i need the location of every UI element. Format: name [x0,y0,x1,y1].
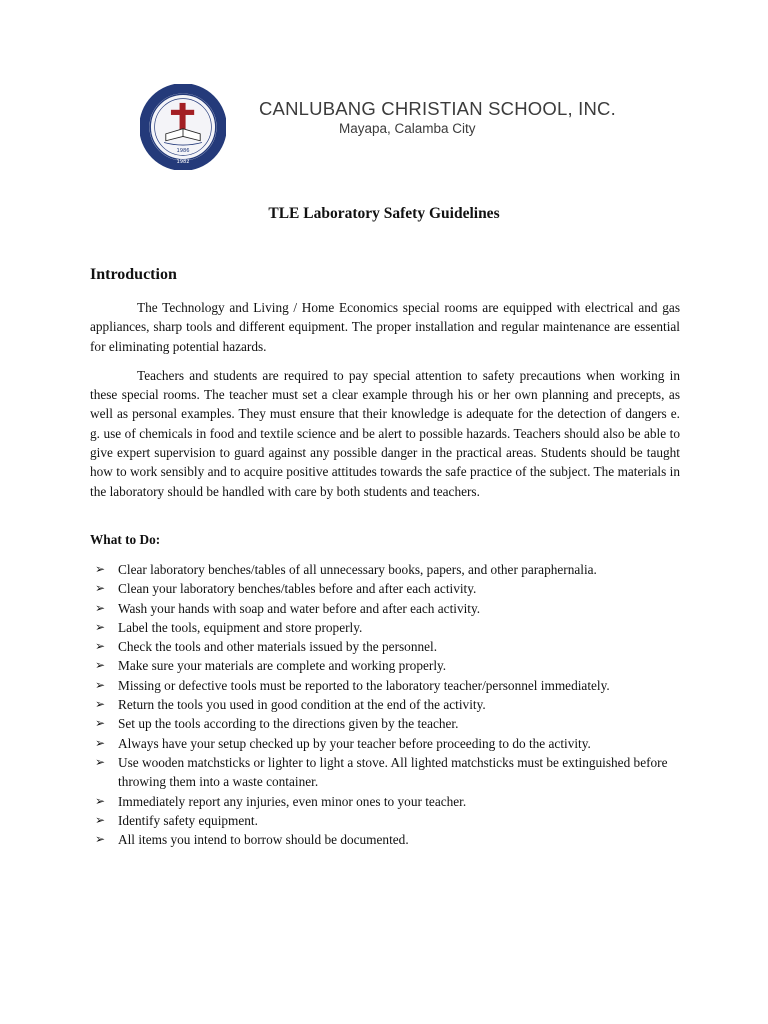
list-item [90,714,690,733]
arrow-bullet-icon: ➢ [95,754,106,769]
school-seal-icon [140,84,226,170]
arrow-bullet-icon: ➢ [95,735,106,750]
intro-paragraph: The Technology and Living / Home Economics special rooms are equipped with electrical and gas appliances, sharp tools and different equipment. The proper installation and regular maintenance are essential for eliminating potential hazards. [90,300,680,354]
safety-rules-list [90,560,690,849]
school-location: Mayapa, Calamba City [339,121,476,136]
list-item [90,656,690,675]
arrow-bullet-icon: ➢ [95,677,106,692]
list-item-text: Always have your setup checked up by your teacher before proceeding to do the activity. [118,735,591,751]
arrow-bullet-icon: ➢ [95,716,106,731]
arrow-bullet-icon: ➢ [95,619,106,634]
list-item-text: Label the tools, equipment and store properly. [118,619,363,635]
intro-paragraph: Teachers and students are required to pay special attention to safety precautions when working in these special rooms. The teacher must set a clear example through his or her own planning and precepts, as well as personal examples. They must ensure that their knowledge is adequate for the detection of dangers e. g. use of chemicals in food and textile science and be alert to possible hazards. Teachers should also be able to give expert supervision to guard against any possible danger in the practical areas. Students should be taught how to work sensibly and to acquire positive attitudes towards the safe practice of the subject. The materials in the laboratory should be handled with care by both students and teachers. [90,367,680,499]
list-item [90,734,690,753]
list-item [90,579,690,598]
list-item [90,560,690,579]
list-item-text: All items you intend to borrow should be documented. [118,832,409,848]
arrow-bullet-icon: ➢ [95,581,106,596]
arrow-bullet-icon: ➢ [95,600,106,615]
list-item-text: Clean your laboratory benches/tables before and after each activity. [118,581,477,597]
seal-year-bottom: 1982 [176,159,190,166]
list-item-text: Return the tools you used in good condition at the end of the activity. [118,697,486,713]
seal-year-top: 1986 [176,147,190,154]
list-item-text: Wash your hands with soap and water before and after each activity. [118,600,481,616]
list-item [90,599,690,618]
list-item [90,676,690,695]
list-item-text: Identify safety equipment. [118,812,258,828]
list-item [90,830,690,849]
arrow-bullet-icon: ➢ [95,793,106,808]
arrow-bullet-icon: ➢ [95,697,106,712]
list-item [90,792,690,811]
list-item [90,618,690,637]
introduction-heading: Introduction [90,266,177,283]
arrow-bullet-icon: ➢ [95,812,106,827]
list-item-text: Clear laboratory benches/tables of all unnecessary books, papers, and other paraphernalia. [118,562,597,577]
school-info [259,98,616,136]
list-item [90,753,690,792]
list-item [90,695,690,714]
list-item [90,811,690,830]
introduction-body [90,298,680,511]
list-item-text: Missing or defective tools must be reported to the laboratory teacher/personnel immediately. [118,677,610,693]
school-name: CANLUBANG CHRISTIAN SCHOOL, INC. [259,98,616,119]
what-to-do-heading: What to Do: [90,532,161,547]
arrow-bullet-icon: ➢ [95,832,106,847]
arrow-bullet-icon: ➢ [95,639,106,654]
list-item-text: Use wooden matchsticks or lighter to light a stove. All lighted matchsticks must be extinguished before throwing them into a waste container. [118,754,668,790]
list-item-text: Immediately report any injuries, even minor ones to your teacher. [118,793,467,809]
arrow-bullet-icon: ➢ [95,562,106,576]
letterhead [140,84,620,174]
list-item-text: Check the tools and other materials issued by the personnel. [118,639,438,655]
list-item-text: Set up the tools according to the directions given by the teacher. [118,716,459,732]
list-item-text: Make sure your materials are complete and working properly. [118,658,447,674]
document-title: TLE Laboratory Safety Guidelines [268,205,500,222]
list-item [90,637,690,656]
arrow-bullet-icon: ➢ [95,658,106,673]
